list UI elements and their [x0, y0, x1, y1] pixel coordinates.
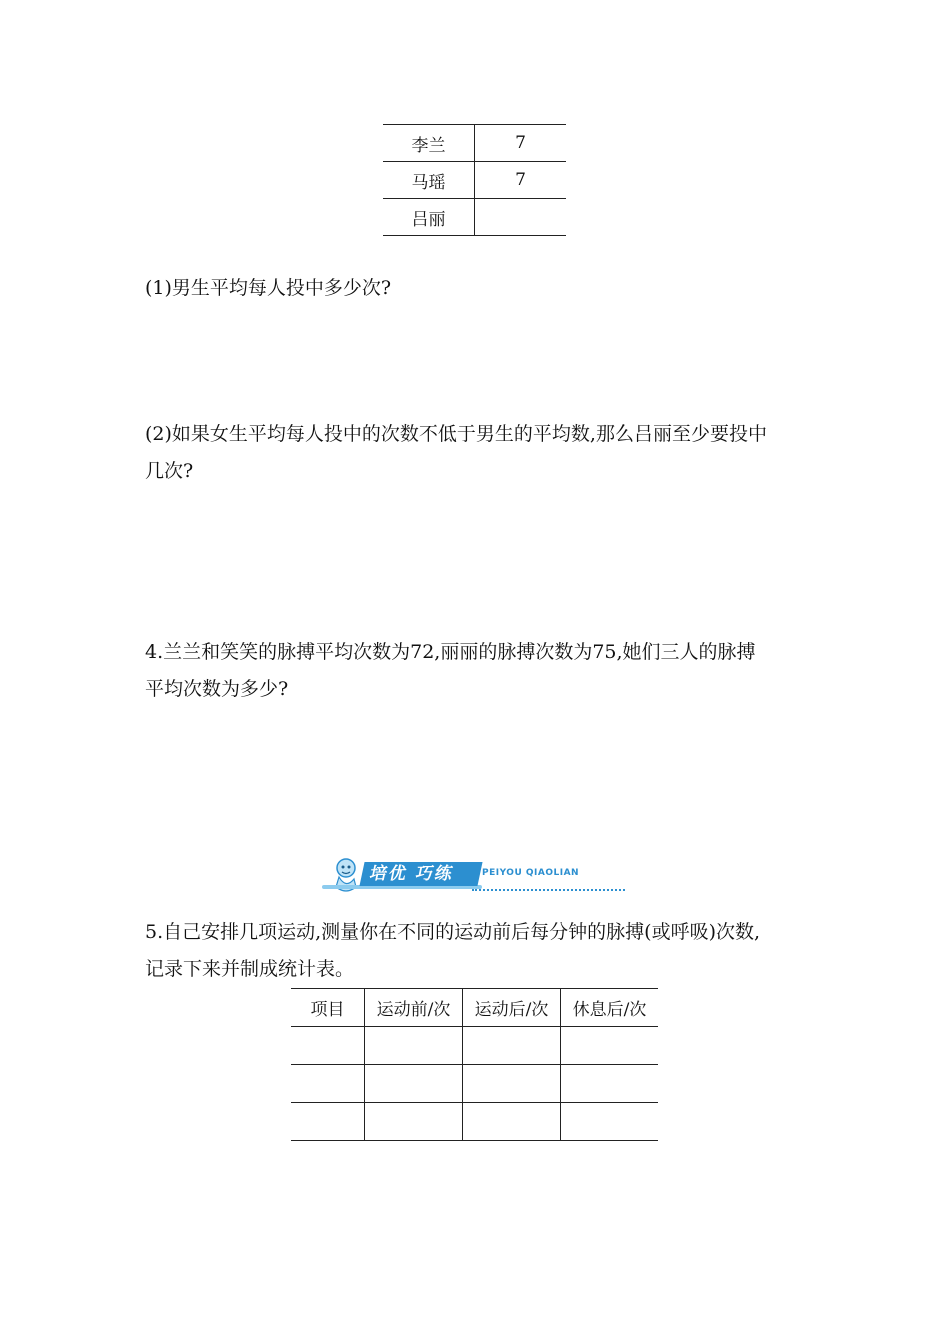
question-4-line-2: 平均次数为多少? [145, 678, 289, 700]
pulse-table [291, 988, 658, 1141]
column-header: 项目 [291, 989, 365, 1027]
table-cell [463, 1103, 561, 1141]
question-4-line-1: 4.兰兰和笑笑的脉搏平均次数为72,丽丽的脉搏次数为75,她们三人的脉搏 [145, 641, 756, 663]
student-name: 李兰 [383, 125, 475, 162]
table-row [383, 199, 566, 236]
table-cell [365, 1027, 463, 1065]
question-5-line-1: 5.自己安排几项运动,测量你在不同的运动前后每分钟的脉搏(或呼吸)次数, [145, 921, 761, 943]
question-5-line-2: 记录下来并制成统计表。 [145, 958, 355, 980]
mascot-icon [326, 855, 366, 895]
student-score [475, 199, 567, 236]
column-header: 运动后/次 [463, 989, 561, 1027]
table-cell [291, 1065, 365, 1103]
table-cell [463, 1027, 561, 1065]
student-score: 7 [475, 162, 567, 199]
student-score: 7 [475, 125, 567, 162]
column-header: 运动前/次 [365, 989, 463, 1027]
table-cell [365, 1065, 463, 1103]
table-cell [561, 1027, 659, 1065]
table-header-row [291, 989, 658, 1027]
student-name: 马瑶 [383, 162, 475, 199]
banner-title: 培优 巧练 [359, 862, 482, 886]
question-3-part-1: (1)男生平均每人投中多少次? [145, 277, 392, 299]
table-cell [291, 1103, 365, 1141]
table-row [291, 1027, 658, 1065]
table-row [383, 162, 566, 199]
table-cell [561, 1065, 659, 1103]
table-row [291, 1065, 658, 1103]
table-cell [561, 1103, 659, 1141]
table-cell [365, 1103, 463, 1141]
banner-divider [472, 889, 625, 891]
question-3-part-2-line-2: 几次? [145, 460, 194, 482]
banner-subtitle: PEIYOU QIAOLIAN [482, 868, 580, 878]
column-header: 休息后/次 [561, 989, 659, 1027]
table-cell [463, 1065, 561, 1103]
section-banner [322, 855, 627, 897]
table-cell [291, 1027, 365, 1065]
question-3-part-2-line-1: (2)如果女生平均每人投中的次数不低于男生的平均数,那么吕丽至少要投中 [145, 423, 767, 445]
student-name: 吕丽 [383, 199, 475, 236]
table-row [383, 125, 566, 162]
score-table [383, 124, 566, 236]
table-row [291, 1103, 658, 1141]
